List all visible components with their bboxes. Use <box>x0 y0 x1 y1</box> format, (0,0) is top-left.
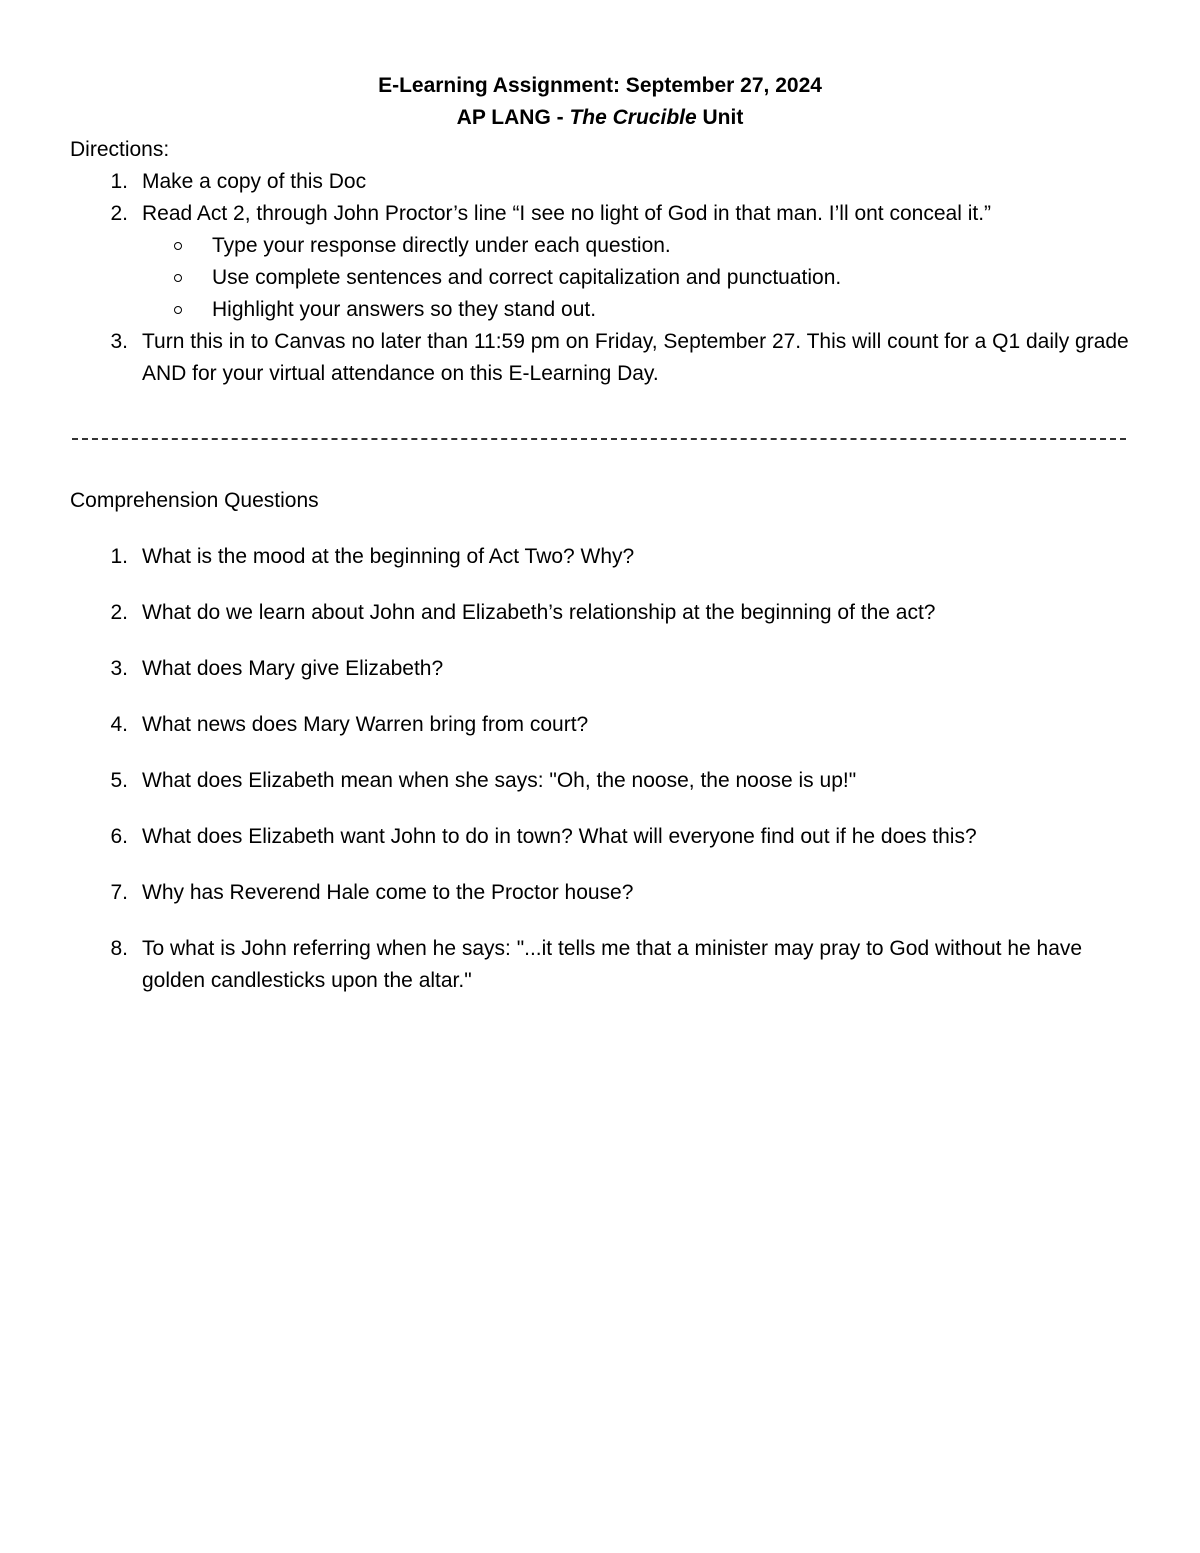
list-number: 2. <box>110 202 128 225</box>
sublist-text: Use complete sentences and correct capitalization and punctuation. <box>212 266 842 289</box>
question-item <box>70 597 1130 629</box>
question-item <box>70 653 1130 685</box>
subtitle-prefix: AP LANG - <box>456 106 570 129</box>
question-number: 1. <box>110 545 128 568</box>
subtitle-suffix: Unit <box>696 106 744 129</box>
question-text: Why has Reverend Hale come to the Proctor house? <box>142 881 634 904</box>
circle-bullet-icon <box>174 306 182 314</box>
question-number: 8. <box>110 937 128 960</box>
sublist-item <box>70 294 1130 326</box>
question-number: 6. <box>110 825 128 848</box>
sublist-item <box>70 262 1130 294</box>
question-number: 2. <box>110 601 128 624</box>
list-text: Read Act 2, through John Proctor’s line “I see no light of God in that man. I’ll ont conceal it.” <box>142 202 992 225</box>
circle-bullet-icon <box>174 242 182 250</box>
question-number: 3. <box>110 657 128 680</box>
dashed-divider <box>72 438 1126 440</box>
subtitle-italic: The Crucible <box>569 106 697 129</box>
question-text: What does Mary give Elizabeth? <box>142 657 444 680</box>
list-item <box>70 166 1130 198</box>
question-text: What does Elizabeth want John to do in town? What will everyone find out if he does this? <box>142 825 977 848</box>
comprehension-label: Comprehension Questions <box>70 489 319 512</box>
list-number: 1. <box>110 170 128 193</box>
question-item <box>70 877 1130 909</box>
page-title: E-Learning Assignment: September 27, 2024 <box>378 74 822 97</box>
sublist-text: Highlight your answers so they stand out. <box>212 298 597 321</box>
list-text: Turn this in to Canvas no later than 11:59 pm on Friday, September 27. This will count for a Q1 daily grade AND for your virtual attendance on this E-Learning Day. <box>142 330 1129 385</box>
question-text: What news does Mary Warren bring from court? <box>142 713 589 736</box>
question-number: 4. <box>110 713 128 736</box>
sublist-text: Type your response directly under each question. <box>212 234 671 257</box>
list-number: 3. <box>110 330 128 353</box>
question-text: What does Elizabeth mean when she says: "Oh, the noose, the noose is up!" <box>142 769 857 792</box>
sublist <box>70 230 1130 326</box>
sublist-item <box>70 230 1130 262</box>
question-text: What is the mood at the beginning of Act Two? Why? <box>142 545 635 568</box>
circle-bullet-icon <box>174 274 182 282</box>
question-text: To what is John referring when he says: "...it tells me that a minister may pray to God without he have golden candlesticks upon the altar." <box>142 937 1083 992</box>
question-item <box>70 821 1130 853</box>
questions-list <box>70 541 1130 1021</box>
list-text: Make a copy of this Doc <box>142 170 367 193</box>
question-item <box>70 765 1130 797</box>
list-item <box>70 198 1130 230</box>
directions-label: Directions: <box>70 138 170 161</box>
question-number: 7. <box>110 881 128 904</box>
question-text: What do we learn about John and Elizabeth’s relationship at the beginning of the act? <box>142 601 936 624</box>
question-item <box>70 933 1130 997</box>
directions-list <box>70 166 1130 390</box>
list-item <box>70 326 1130 390</box>
page-subtitle <box>0 102 1200 134</box>
question-item <box>70 541 1130 573</box>
question-item <box>70 709 1130 741</box>
question-number: 5. <box>110 769 128 792</box>
